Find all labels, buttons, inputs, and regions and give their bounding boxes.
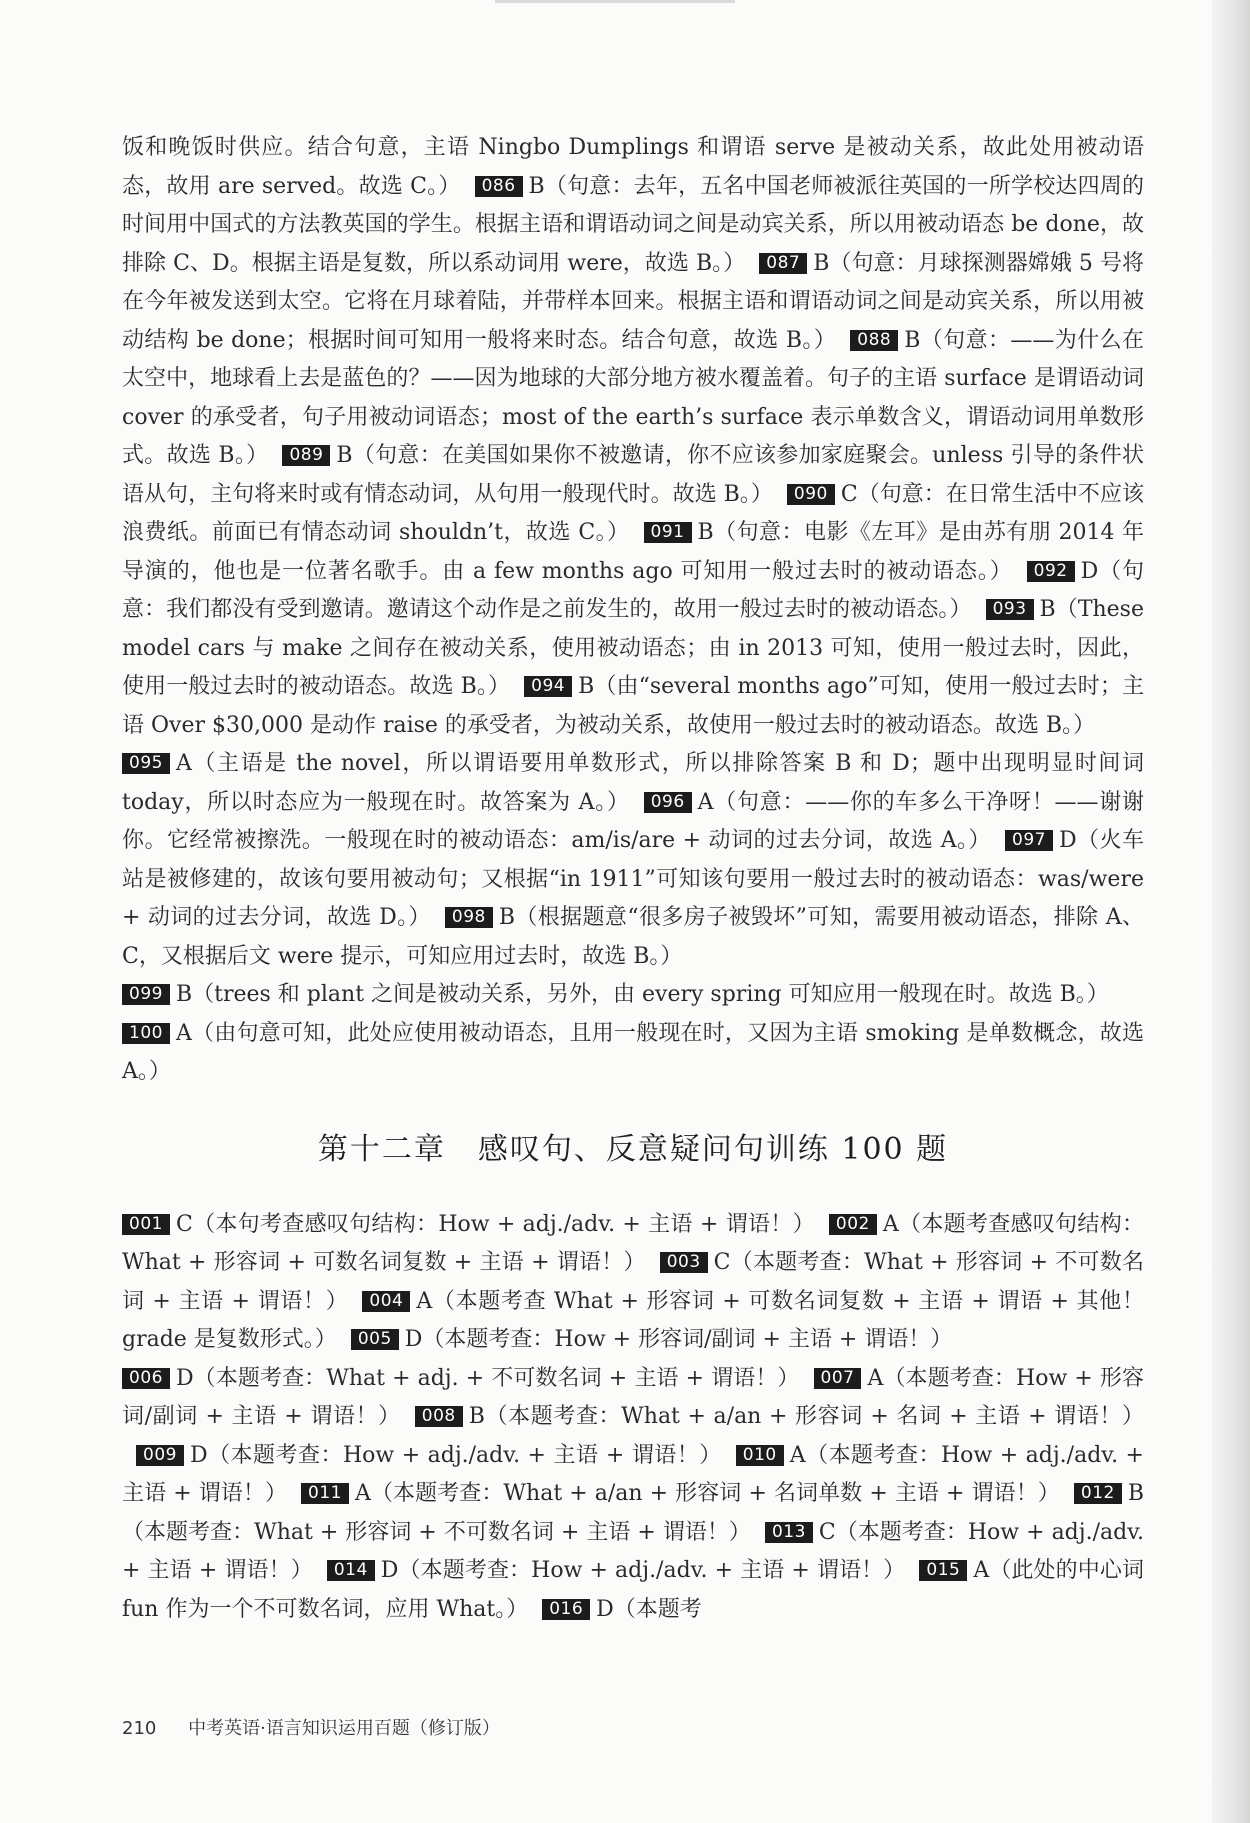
question-number-badge: 011: [301, 1483, 349, 1504]
question-number-badge: 098: [445, 907, 493, 928]
question-number-badge: 093: [986, 599, 1034, 620]
answer-explanation: B（句意：电影《左耳》是由苏有朋 2014 年导演的，他也是一位著名歌手。由 a few months ago 可知用一般过去时的被动语态。）: [122, 520, 1144, 584]
question-number-badge: 090: [787, 484, 835, 505]
answer-explanation: 饭和晚饭时供应。结合句意，主语 Ningbo Dumplings 和谓语 serve 是被动关系，故此处用被动语态，故用 are served。故选 C。）: [122, 135, 1144, 199]
answer-explanation: B（句意：在美国如果你不被邀请，你不应该参加家庭聚会。unless 引导的条件状语从句，主句将来时或有情态动词，从句用一般现代时。故选 B。）: [122, 443, 1144, 507]
question-number-badge: 013: [765, 1522, 813, 1543]
answer-explanation: A（本题考查 What + 形容词 + 可数名词复数 + 主语 + 谓语 + 其他！grade 是复数形式。）: [122, 1288, 1144, 1352]
answer-explanation: B（句意：去年，五名中国老师被派往英国的一所学校达四周的时间用中国式的方法教英国的学生。根据主语和谓语动词之间是动宾关系，所以用被动语态 be done，故排除 C、D。根据主语是复数，所以系动词用 were，故选 B。）: [122, 173, 1144, 276]
question-number-badge: 097: [1005, 830, 1053, 851]
answer-explanation: B（These model cars 与 make 之间存在被动关系，使用被动语态；由 in 2013 可知，使用一般过去时，因此，使用一般过去时的被动语态。故选 B。）: [122, 597, 1144, 699]
question-number-badge: 088: [850, 330, 898, 351]
question-number-badge: 009: [136, 1445, 184, 1466]
answer-explanation: A（本题考查：How + 形容词/副词 + 主语 + 谓语！）: [122, 1365, 1144, 1429]
question-number-badge: 006: [122, 1368, 170, 1389]
answer-explanation: B（句意：月球探测器嫦娥 5 号将在今年被发送到太空。它将在月球着陆，并带样本回来。根据主语和谓语动词之间是动宾关系，所以用被动结构 be done；根据时间可知用一般将来时态。结合句意，故选 B。）: [122, 250, 1144, 353]
question-number-badge: 091: [644, 522, 692, 543]
top-edge-mark: [495, 0, 735, 3]
answer-explanation: B（根据题意“很多房子被毁坏”可知，需要用被动语态，排除 A、C，又根据后文 were 提示，可知应用过去时，故选 B。）: [122, 905, 1144, 969]
answer-explanation: D（本题考查：How + adj./adv. + 主语 + 谓语！）: [189, 1442, 722, 1468]
answer-explanation: A（主语是 the novel，所以谓语要用单数形式，所以排除答案 B 和 D；题中出现明显时间词 today，所以时态应为一般现在时。故答案为 A。）: [122, 751, 1144, 815]
answer-explanation: C（本句考查感叹句结构：How + adj./adv. + 主语 + 谓语！）: [175, 1211, 815, 1237]
answer-explanation: A（本题考查：What + a/an + 形容词 + 名词单数 + 主语 + 谓语！）: [355, 1481, 1060, 1506]
answer-explanation: D（句意：我们都没有受到邀请。邀请这个动作是之前发生的，故用一般过去时的被动语态。）: [122, 558, 1144, 622]
question-number-badge: 089: [282, 445, 330, 466]
question-number-badge: 096: [644, 792, 692, 813]
answer-explanation: B（本题考查：What + 形容词 + 不可数名词 + 主语 + 谓语！）: [122, 1481, 1144, 1545]
question-number-badge: 100: [122, 1023, 170, 1044]
answer-paragraph: [122, 745, 1144, 976]
answer-explanation: D（火车站是被修建的，故该句要用被动句；又根据“in 1911”可知该句要用一般过去时的被动语态：was/were + 动词的过去分词，故选 D。）: [122, 828, 1145, 930]
answer-explanation: C（本题考查：How + adj./adv. + 主语 + 谓语！）: [122, 1519, 1145, 1583]
chapter-title: 第十二章 感叹句、反意疑问句训练 100 题: [317, 1131, 949, 1167]
question-number-badge: 014: [327, 1560, 375, 1581]
answer-explanation: A（句意：——你的车多么干净呀！——谢谢你。它经常被擦洗。一般现在时的被动语态：am/is/are + 动词的过去分词，故选 A。）: [122, 789, 1144, 853]
question-number-badge: 094: [524, 676, 572, 697]
question-number-badge: 002: [829, 1214, 877, 1235]
question-number-badge: 099: [122, 984, 170, 1005]
question-number-badge: 095: [122, 753, 170, 774]
answer-paragraph: [122, 1360, 1144, 1630]
answer-explanation: D（本题考查：How + 形容词/副词 + 主语 + 谓语！）: [404, 1327, 953, 1352]
answer-explanation: B（trees 和 plant 之间是被动关系，另外，由 every spring 可知应用一般现在时。故选 B。）: [175, 982, 1109, 1007]
answer-explanation: D（本题考查：What + adj. + 不可数名词 + 主语 + 谓语！）: [175, 1365, 800, 1391]
answer-explanation: C（本题考查：What + 形容词 + 不可数名词 + 主语 + 谓语！）: [122, 1250, 1144, 1314]
answer-explanation: D（本题考: [596, 1596, 702, 1622]
question-number-badge: 007: [814, 1368, 862, 1389]
question-number-badge: 012: [1074, 1483, 1122, 1504]
answer-explanation: A（本题考查感叹句结构：What + 形容词 + 可数名词复数 + 主语 + 谓语！）: [122, 1211, 1145, 1275]
answer-explanation: D（本题考查：How + adj./adv. + 主语 + 谓语！）: [380, 1558, 906, 1583]
answer-explanation: A（此处的中心词 fun 作为一个不可数名词，应用 What。）: [122, 1558, 1144, 1622]
answer-explanation: C（句意：在日常生活中不应该浪费纸。前面已有情态动词 shouldn’t，故选 C。）: [122, 481, 1144, 545]
answer-explanation: A（由句意可知，此处应使用被动语态，且用一般现在时，又因为主语 smoking 是单数概念，故选 A。）: [122, 1020, 1144, 1084]
answer-key-content: [122, 129, 1144, 1629]
question-number-badge: 016: [542, 1599, 590, 1620]
question-number-badge: 001: [122, 1214, 170, 1235]
book-title: 中考英语·语言知识运用百题（修订版）: [188, 1718, 500, 1739]
question-number-badge: 003: [660, 1252, 708, 1273]
question-number-badge: 010: [736, 1445, 784, 1466]
answer-explanation: A（本题考查：How + adj./adv. + 主语 + 谓语！）: [122, 1442, 1144, 1506]
question-number-badge: 004: [362, 1291, 410, 1312]
answer-explanation: B（本题考查：What + a/an + 形容词 + 名词 + 主语 + 谓语！）: [468, 1404, 1144, 1429]
question-number-badge: 087: [759, 253, 807, 274]
page-edge-shadow: [1212, 0, 1250, 1823]
answer-paragraph: [122, 976, 1144, 1015]
question-number-badge: 092: [1027, 561, 1075, 582]
page-number: 210: [122, 1718, 157, 1739]
question-number-badge: 008: [415, 1406, 463, 1427]
question-number-badge: 015: [919, 1560, 967, 1581]
question-number-badge: 086: [475, 176, 523, 197]
page-footer: [122, 1714, 500, 1740]
question-number-badge: 005: [351, 1329, 399, 1350]
answer-explanation: B（句意：——为什么在太空中，地球看上去是蓝色的？——因为地球的大部分地方被水覆盖着。句子的主语 surface 是谓语动词 cover 的承受者，句子用被动词语态；most of the earth’s surface 表示单数含义，谓语动词用单数形式。故选 B。）: [122, 327, 1144, 468]
answer-paragraph: [122, 129, 1144, 745]
answer-paragraph: [122, 1206, 1144, 1360]
answer-paragraph: [122, 1015, 1144, 1092]
answer-explanation: B（由“several months ago”可知，使用一般过去时；主语 Over $30,000 是动作 raise 的承受者，为被动关系，故使用一般过去时的被动语态。故选 B。）: [122, 674, 1144, 738]
